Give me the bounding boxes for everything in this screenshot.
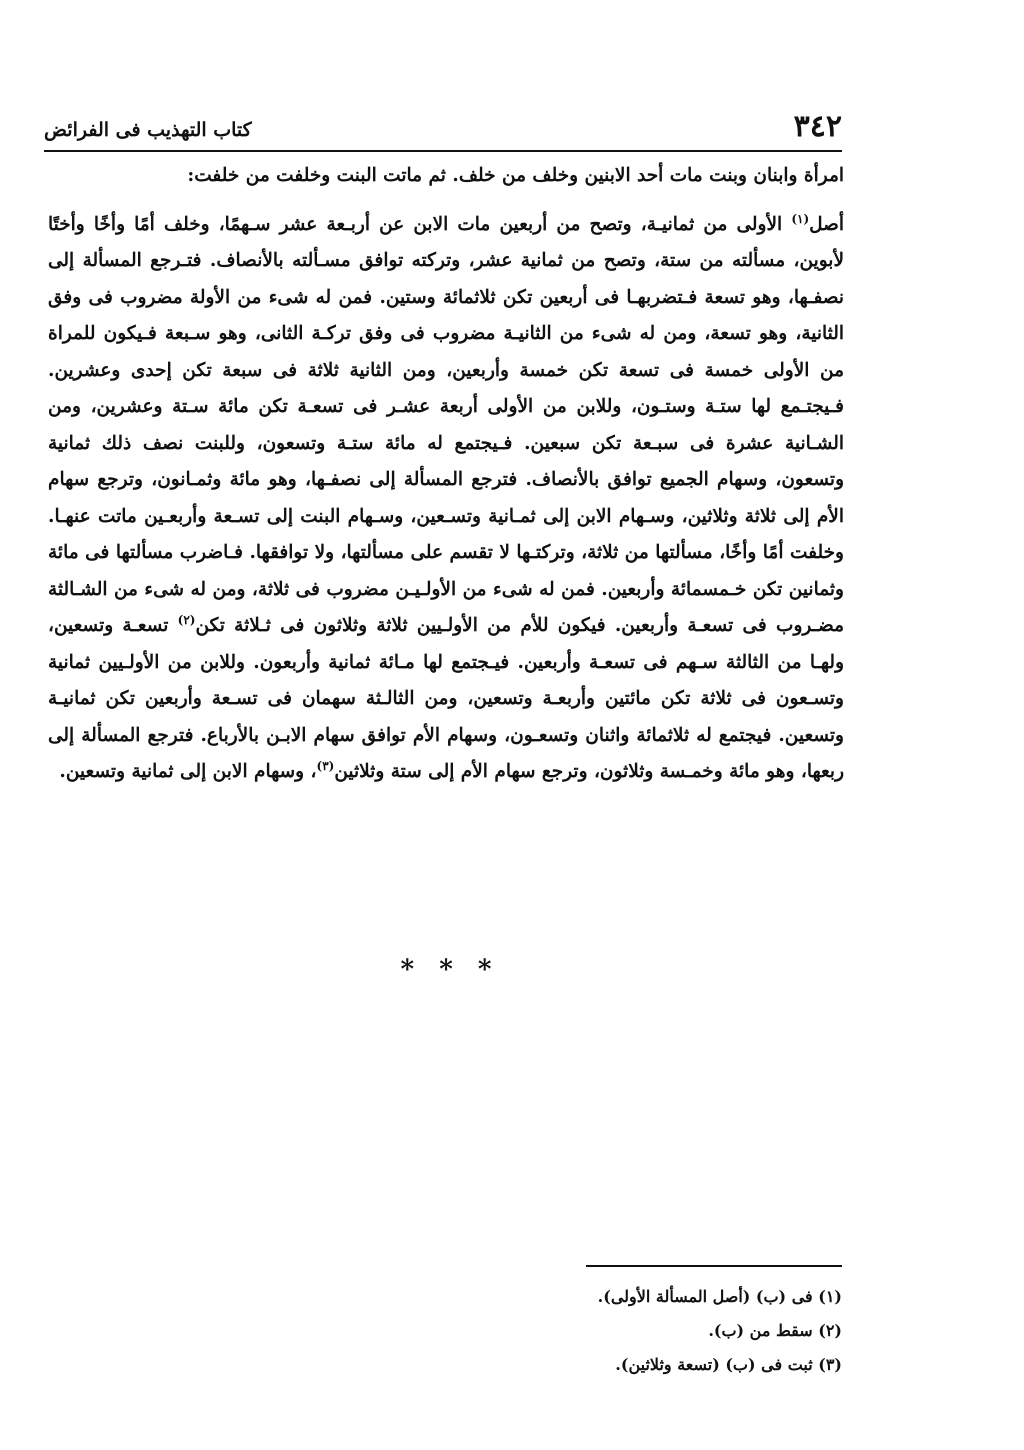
footnote-marker-3[interactable]: (٣): [316, 758, 335, 773]
footnote-marker-1[interactable]: (١): [791, 211, 810, 226]
paragraph: [48, 158, 844, 195]
footnote-2: (٢) سقط من (ب).: [708, 1321, 842, 1340]
page-header: [44, 110, 842, 152]
footnote-marker-2[interactable]: (٢): [177, 612, 196, 627]
section-separator: * * *: [400, 955, 500, 985]
footnote-1: (١) فى (ب) (أصل المسألة الأولى).: [597, 1287, 842, 1306]
paragraph: [48, 207, 844, 791]
running-title: كتاب التهذيب فى الفرائض: [44, 119, 252, 141]
footnotes: [342, 1280, 842, 1382]
paragraph-text: ، وسهام الابن إلى ثمانية وتسعين.: [59, 761, 317, 782]
page-number: ٣٤٢: [793, 109, 842, 144]
footnote-divider: [586, 1265, 842, 1267]
paragraph-text: أصل: [809, 213, 844, 235]
paragraph-text: الأولى من ثمانيـة، وتصح من أربعين مات الابن عن أربـعة عشر سـهمًا، وخلف أمًا وأخًا وأختًا لأبوين، مسألته من ستة، وتصح من ثمانية عشر، وتركته توافق مسـألته بالأنصاف. فتـرجع المسألة إلى نصفـها، وهو تسعة فـتضربهـا فى أربعين تكن ثلاثمائة وستين. فمن له شىء من الأولة مضروب فى وفق الثانية، وهو تسعة، ومن له شىء من الثانيـة مضروب فى وفق تركـة الثانى، وهو سـبعة فـيكون للمراة من الأولى خمسة فى تسعة تكن خمسة وأربعين، ومن الثانية ثلاثة فى سبعة تكن إحدى وعشرين. فـيجتـمع لها ستـة وستـون، وللابن من الأولى أربعة عشـر فى تسعـة تكن مائة سـتة وعشرين، ومن الشـانية عشرة فى سبـعة تكن سبعين. فـيجتمع له مائة ستـة وتسعون، وللبنت نصف ذلك ثمانية وتسعون، وسهام الجميع توافق بالأنصاف. فترجع المسألة إلى نصفـها، وهو مائة وثمـانون، وترجع سهام الأم إلى ثلاثة وثلاثين، وسـهام الابن إلى ثمـانية وتسـعين، وسـهام البنت إلى تسـعة وأربعـين ماتت عنهـا. وخلفت أمًا وأخًا، مسألتها من ثلاثة، وتركتـها لا تقسم على مسألتها، ولا توافقها. فـاضرب مسألتها فى مائة وثمانين تكن خـمسمائة وأربعين. فمن له شىء من الأولـيـن مضروب فى ثلاثة، ومن له شىء من الشـالثة مضـروب فى تسعـة وأربعين. فيكون للأم من الأولـيين ثلاثة وثلاثون فى ثـلاثة تكن: [48, 213, 844, 636]
paragraph-text: امرأة وابنان وبنت مات أحد الابنين وخلف من خلف. ثم ماتت البنت وخلفت من خلفت:: [187, 165, 844, 186]
main-text: [48, 158, 844, 791]
footnote-3: (٣) ثبت فى (ب) (تسعة وثلاثين).: [615, 1355, 842, 1374]
paragraph-text: تسعـة وتسعين، ولهـا من الثالثة سـهم فى تسعـة وأربعين. فيـجتمع لها مـائة ثمانية وأربعون. وللابن من الأولـيين ثمانية وتسـعون فى ثلاثة تكن مائتين وأربعـة وتسعين، ومن الثالـثة سهمان فى تسـعة وأربعين تكن ثمانيـة وتسعين. فيجتمع له ثلاثمائة واثنان وتسعـون، وسهام الأم توافق سهام الابـن بالأرباع. فترجع المسألة إلى ربعها، وهو مائة وخمـسة وثلاثون، وترجع سهام الأم إلى ستة وثلاثين: [48, 615, 844, 782]
